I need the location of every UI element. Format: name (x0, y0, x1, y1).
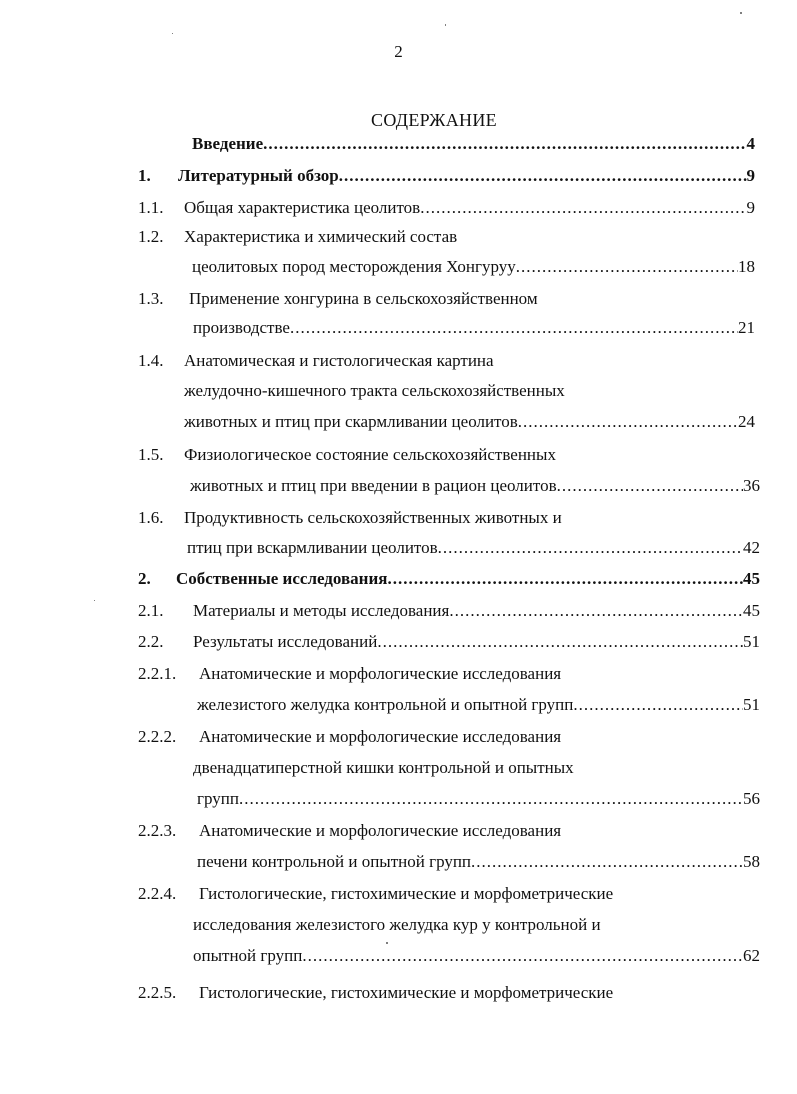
scan-speck (740, 12, 742, 14)
toc-entry-title-line: Характеристика и химический состав (184, 227, 458, 246)
toc-entry-page: 45 (743, 601, 760, 620)
toc-entry-page: 62 (743, 946, 760, 965)
scan-speck (94, 600, 95, 601)
toc-entry-title-line: Продуктивность сельскохозяйственных животных и (184, 508, 562, 527)
toc-entry-title-line: птиц при вскармливании цеолитов (187, 538, 438, 557)
toc-entry-number: 2.2.2. (138, 727, 177, 746)
toc-entry-title-line: двенадцатиперстной кишки контрольной и опытных (193, 758, 574, 777)
toc-entry-page: 45 (743, 569, 760, 588)
toc-entry-title-line: Гистологические, гистохимические и морфометрические (199, 884, 614, 903)
toc-entry-page: 56 (743, 789, 760, 808)
toc-entry-title-line: Физиологическое состояние сельскохозяйственных (184, 445, 556, 464)
scan-speck (445, 24, 446, 26)
toc-entry-number: 2.2.4. (138, 884, 177, 903)
scan-speck (172, 33, 173, 34)
dot-leader (339, 166, 747, 186)
scan-speck (386, 942, 388, 944)
toc-entry-page: 18 (738, 257, 755, 276)
toc-title: СОДЕРЖАНИЕ (371, 110, 497, 130)
toc-entry-number: 1. (138, 166, 151, 185)
page-number: 2 (394, 42, 403, 61)
toc-entry-title-line: железистого желудка контрольной и опытной групп (197, 695, 574, 714)
toc-entry-title-line: животных и птиц при скармливании цеолитов (184, 412, 518, 431)
toc-entry-number: 1.4. (138, 351, 164, 370)
toc-entry-number: 2.2.5. (138, 983, 177, 1002)
toc-entry-title: Результаты исследований (193, 632, 378, 651)
dot-leader (557, 476, 743, 496)
toc-entry-title: Собственные исследования (176, 569, 388, 588)
toc-entry-number: 2.1. (138, 601, 164, 620)
toc-entry-title: Введение (192, 134, 264, 153)
toc-entry-title-line: желудочно-кишечного тракта сельскохозяйственных (184, 381, 565, 400)
dot-leader (516, 257, 738, 277)
toc-entry-title: Литературный обзор (178, 166, 339, 185)
toc-entry-page: 36 (743, 476, 760, 495)
toc-entry-page: 9 (746, 166, 755, 185)
toc-entry-title-line: Гистологические, гистохимические и морфометрические (199, 983, 614, 1002)
dot-leader (377, 632, 743, 652)
dot-leader (263, 134, 746, 154)
toc-entry-title-line: цеолитовых пород месторождения Хонгуруу (192, 257, 516, 276)
toc-entry-page: 24 (738, 412, 755, 431)
dot-leader (290, 318, 738, 338)
dot-leader (471, 852, 743, 872)
toc-entry-number: 2. (138, 569, 151, 588)
dot-leader (387, 569, 743, 589)
toc-entry-title-line: Анатомические и морфологические исследования (199, 664, 562, 683)
toc-entry-page: 42 (743, 538, 760, 557)
dot-leader (239, 789, 743, 809)
toc-entry-title-line: опытной групп (193, 946, 303, 965)
toc-entry-title: Материалы и методы исследования (193, 601, 450, 620)
dot-leader (573, 695, 743, 715)
dot-leader (420, 198, 746, 218)
dot-leader (302, 946, 743, 966)
toc-entry-page: 4 (746, 134, 755, 153)
toc-entry-title-line: Применение хонгурина в сельскохозяйственном (189, 289, 538, 308)
toc-entry-number: 1.3. (138, 289, 164, 308)
toc-entry-title-line: исследования железистого желудка кур у контрольной и (193, 915, 601, 934)
toc-entry-number: 1.2. (138, 227, 164, 246)
toc-entry-page: 51 (743, 695, 760, 714)
dot-leader (518, 412, 738, 432)
toc-entry-page: 58 (743, 852, 760, 871)
toc-entry-title-line: животных и птиц при введении в рацион цеолитов (190, 476, 557, 495)
toc-entry-title-line: Анатомические и морфологические исследования (199, 727, 562, 746)
toc-entry-page: 21 (738, 318, 755, 337)
toc-entry-page: 51 (743, 632, 760, 651)
dot-leader (449, 601, 743, 621)
toc-entry-number: 2.2. (138, 632, 164, 651)
toc-entry-title-line: печени контрольной и опытной групп (197, 852, 472, 871)
toc-entry-title: Общая характеристика цеолитов (184, 198, 421, 217)
dot-leader (438, 538, 743, 558)
toc-entry-number: 2.2.1. (138, 664, 177, 683)
toc-entry-page: 9 (746, 198, 755, 217)
toc-entry-number: 1.1. (138, 198, 164, 217)
toc-entry-number: 2.2.3. (138, 821, 177, 840)
toc-entry-number: 1.5. (138, 445, 164, 464)
toc-entry-title-line: Анатомические и морфологические исследования (199, 821, 562, 840)
toc-entry-title-line: производстве (193, 318, 290, 337)
toc-entry-title-line: Анатомическая и гистологическая картина (184, 351, 494, 370)
toc-entry-title-line: групп (197, 789, 239, 808)
toc-entry-number: 1.6. (138, 508, 164, 527)
